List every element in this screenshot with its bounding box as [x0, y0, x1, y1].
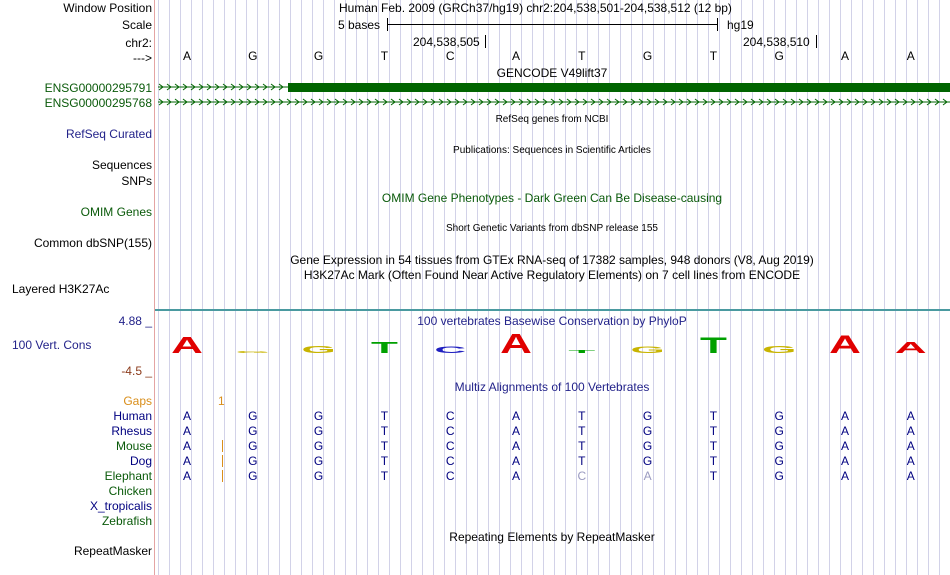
alignment-base: A [182, 469, 191, 483]
reference-base: T [380, 49, 389, 63]
alignment-base: A [840, 439, 849, 453]
cons-max-label: 4.88 _ [118, 314, 152, 328]
refseq-track-title: RefSeq genes from NCBI [495, 114, 609, 125]
conservation-glyph: A [829, 330, 861, 355]
strand-arrow-label[interactable]: ---> [133, 51, 152, 65]
chrom-label: chr2: [125, 36, 152, 50]
alignment-base: G [313, 409, 324, 423]
reference-base: G [774, 49, 784, 63]
alignment-base: C [445, 469, 455, 483]
alignment-base: C [445, 454, 455, 468]
gap-marker [222, 440, 223, 452]
alignment-base: T [578, 439, 586, 453]
scale-bar [387, 24, 718, 25]
refseq-track-label[interactable]: RefSeq Curated [65, 127, 152, 141]
conservation-glyph: T [699, 334, 727, 355]
cons-track-label[interactable]: 100 Vert. Cons [12, 338, 92, 352]
alignment-base: G [774, 469, 784, 483]
gaps-count: 1 [218, 394, 225, 408]
alignment-base: T [380, 439, 389, 453]
alignment-base: G [313, 454, 324, 468]
gencode-gene-track[interactable] [155, 82, 950, 108]
scale-bar-text: 5 bases [338, 18, 381, 32]
alignment-base: A [511, 439, 520, 453]
reference-base: G [313, 49, 324, 63]
conservation-glyph: A [500, 330, 532, 355]
alignment-base: G [642, 454, 653, 468]
alignment-base: A [511, 409, 520, 423]
alignment-base: T [380, 454, 389, 468]
alignment-base: A [906, 409, 915, 423]
alignment-base: G [774, 454, 784, 468]
cons-track-title: 100 vertebrates Basewise Conservation by PhyloP [417, 314, 687, 328]
scale-bar-left-tick [387, 18, 388, 31]
alignment-base: T [709, 439, 718, 453]
gene1-exon-block [288, 83, 950, 92]
ruler-pos-510: 204,538,510 [743, 35, 810, 49]
omim-track-title: OMIM Gene Phenotypes - Dark Green Can Be Disease-causing [381, 191, 723, 205]
reference-base: T [709, 49, 718, 63]
reference-base: A [511, 49, 520, 63]
alignment-base: T [380, 424, 389, 438]
omim-track-label[interactable]: OMIM Genes [80, 205, 152, 219]
alignment-base: G [248, 454, 258, 468]
reference-base: C [445, 49, 455, 63]
alignment-base: A [511, 424, 520, 438]
species-label[interactable]: Elephant [104, 469, 152, 483]
alignment-base: A [906, 454, 915, 468]
dbsnp-track-label[interactable]: Common dbSNP(155) [33, 236, 152, 250]
alignment-base: T [380, 409, 389, 423]
alignment-base: A [840, 454, 849, 468]
species-label[interactable]: Rhesus [111, 424, 152, 438]
conservation-glyph: A [171, 332, 203, 355]
species-label[interactable]: Zebrafish [101, 514, 152, 528]
sequences-track-label[interactable]: Sequences [91, 158, 152, 172]
conservation-glyph: C [434, 344, 467, 355]
alignment-base: G [248, 409, 258, 423]
repeatmasker-track-title: Repeating Elements by RepeatMasker [449, 530, 655, 544]
gaps-label: Gaps [123, 394, 152, 408]
conservation-glyph: A [894, 338, 927, 355]
alignment-base: T [578, 454, 586, 468]
conservation-glyph: G [301, 343, 336, 355]
alignment-base: A [643, 469, 652, 483]
alignment-base: C [577, 469, 587, 483]
alignment-base: C [445, 409, 455, 423]
window-position-label: Window Position [63, 1, 152, 15]
alignment-base: C [445, 424, 455, 438]
h3k27ac-baseline [155, 309, 950, 311]
alignment-base: T [578, 409, 586, 423]
conservation-glyph: G [235, 350, 270, 354]
species-label[interactable]: Human [113, 409, 152, 423]
alignment-base: G [313, 424, 324, 438]
alignment-base: A [840, 409, 849, 423]
dbsnp-track-title: Short Genetic Variants from dbSNP release 155 [446, 223, 658, 234]
h3k27ac-track-label[interactable]: Layered H3K27Ac [12, 282, 110, 296]
conservation-glyph: T [370, 338, 398, 355]
gap-marker [222, 470, 223, 482]
multiz-track-title: Multiz Alignments of 100 Vertebrates [454, 380, 650, 394]
species-label[interactable]: Dog [129, 454, 152, 468]
alignment-base: G [774, 424, 784, 438]
reference-base: T [578, 49, 586, 63]
alignment-base: A [182, 439, 191, 453]
assembly-position-text: Human Feb. 2009 (GRCh37/hg19) chr2:204,538,501-204,538,512 (12 bp) [339, 1, 732, 15]
conservation-glyph: T [568, 349, 596, 354]
gene-label-1[interactable]: ENSG00000295791 [44, 81, 152, 95]
alignment-base: T [709, 454, 718, 468]
scale-db-label: hg19 [727, 18, 754, 32]
cons-min-label: -4.5 _ [121, 364, 152, 378]
publications-track-title: Publications: Sequences in Scientific Articles [453, 145, 651, 156]
alignment-base: G [642, 424, 653, 438]
alignment-base: G [248, 439, 258, 453]
alignment-base: G [774, 409, 784, 423]
snps-track-label[interactable]: SNPs [121, 174, 152, 188]
alignment-base: A [182, 424, 191, 438]
gene-label-2[interactable]: ENSG00000295768 [44, 96, 152, 110]
gene1-strand-arrows [158, 84, 288, 90]
alignment-base: A [182, 454, 191, 468]
h3k27ac-track-title: H3K27Ac Mark (Often Found Near Active Regulatory Elements) on 7 cell lines from ENCODE [303, 268, 801, 282]
species-label[interactable]: Mouse [115, 439, 152, 453]
ruler-tick-510 [816, 35, 817, 48]
reference-base: A [840, 49, 849, 63]
conservation-logo-track[interactable] [155, 330, 950, 355]
conservation-glyph: G [762, 343, 797, 355]
alignment-base: G [248, 469, 258, 483]
alignment-base: G [313, 469, 324, 483]
alignment-base: A [182, 409, 191, 423]
alignment-base: A [906, 424, 915, 438]
reference-base: G [642, 49, 653, 63]
alignment-base: G [248, 424, 258, 438]
species-label[interactable]: X_tropicalis [89, 499, 152, 513]
alignment-base: C [445, 439, 455, 453]
gtex-track-title: Gene Expression in 54 tissues from GTEx RNA-seq of 17382 samples, 948 donors (V8, Aug 2019) [290, 253, 814, 267]
ruler-tick-505 [485, 35, 486, 48]
alignment-base: G [313, 439, 324, 453]
conservation-glyph: G [630, 344, 665, 355]
alignment-base: T [578, 424, 586, 438]
reference-base: A [182, 49, 191, 63]
reference-base: A [906, 49, 915, 63]
alignment-base: A [906, 469, 915, 483]
gencode-track-title: GENCODE V49lift37 [496, 66, 608, 80]
alignment-base: G [774, 439, 784, 453]
alignment-base: G [642, 439, 653, 453]
alignment-base: T [709, 409, 718, 423]
alignment-base: A [840, 424, 849, 438]
scale-label: Scale [121, 18, 152, 32]
alignment-base: A [840, 469, 849, 483]
species-label[interactable]: Chicken [108, 484, 152, 498]
alignment-base: G [642, 409, 653, 423]
alignment-base: A [906, 439, 915, 453]
alignment-base: A [511, 469, 520, 483]
gap-marker [222, 455, 223, 467]
scale-bar-right-tick [717, 18, 718, 31]
reference-base: G [248, 49, 258, 63]
alignment-base: A [511, 454, 520, 468]
alignment-base: T [709, 469, 718, 483]
ruler-pos-505: 204,538,505 [413, 35, 480, 49]
repeatmasker-track-label[interactable]: RepeatMasker [73, 544, 152, 558]
alignment-base: T [709, 424, 718, 438]
alignment-base: T [380, 469, 389, 483]
